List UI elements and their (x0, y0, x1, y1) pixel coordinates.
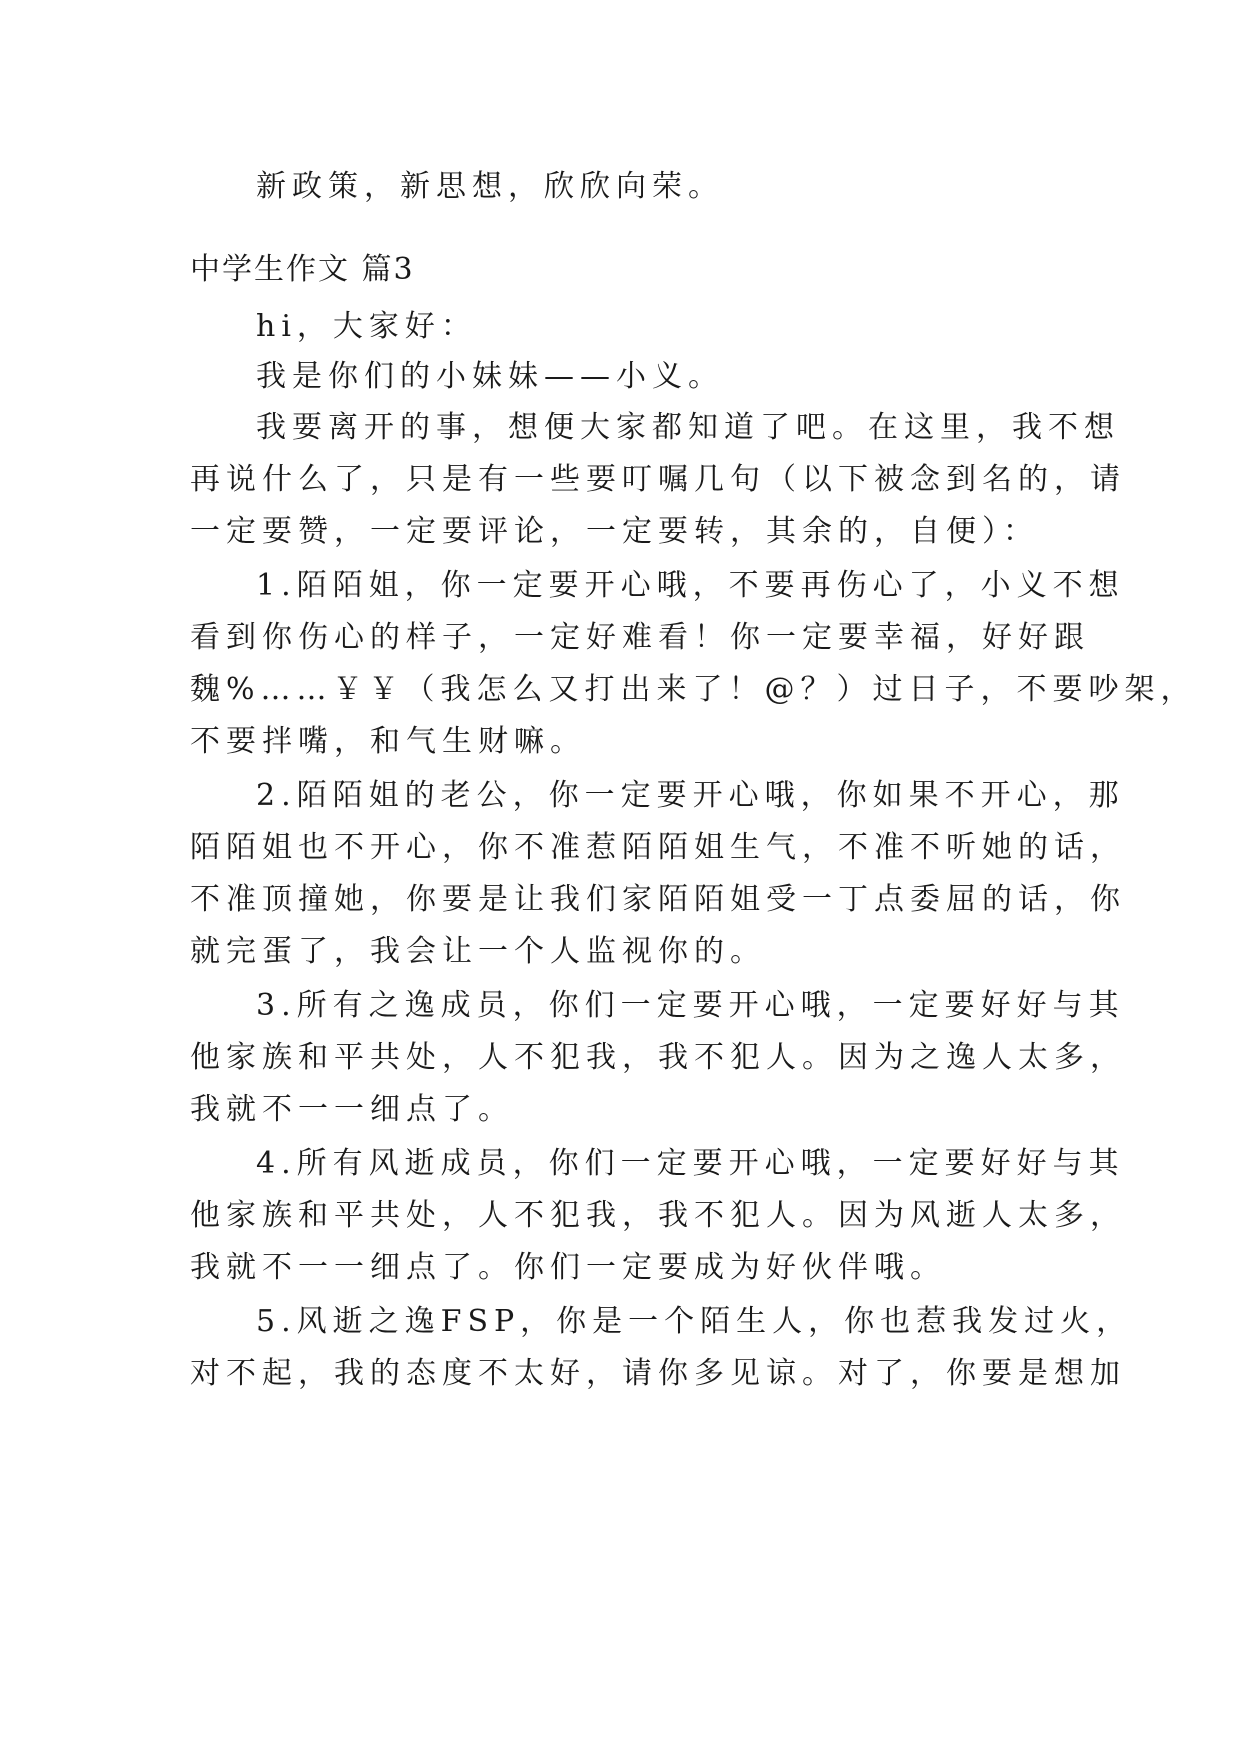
paragraph-line: 一定要赞，一定要评论，一定要转，其余的，自便）： (190, 514, 1039, 549)
paragraph-line: 对不起，我的态度不太好，请你多见谅。对了，你要是想加 (190, 1356, 1126, 1391)
paragraph-line: 5.风逝之逸FSP，你是一个陌生人，你也惹我发过火， (256, 1304, 1133, 1339)
paragraph-line: 他家族和平共处，人不犯我，我不犯人。因为之逸人太多， (190, 1040, 1126, 1075)
paragraph-line: 不要拌嘴，和气生财嘛。 (190, 724, 586, 759)
paragraph-line: 1.陌陌姐，你一定要开心哦，不要再伤心了，小义不想 (256, 568, 1125, 603)
paragraph-line: 他家族和平共处，人不犯我，我不犯人。因为风逝人太多， (190, 1198, 1126, 1233)
paragraph-line: 就完蛋了，我会让一个人监视你的。 (190, 934, 766, 969)
intro-line: 我是你们的小妹妹——小义。 (256, 359, 724, 394)
paragraph-line: 再说什么了，只是有一些要叮嘱几句（以下被念到名的，请 (190, 462, 1126, 497)
paragraph-line: 我就不一一细点了。你们一定要成为好伙伴哦。 (190, 1250, 946, 1285)
paragraph-line: 3.所有之逸成员，你们一定要开心哦，一定要好好与其 (256, 988, 1125, 1023)
paragraph-line: 我要离开的事，想便大家都知道了吧。在这里，我不想 (256, 410, 1120, 445)
closing-line: 新政策，新思想，欣欣向荣。 (256, 169, 724, 204)
paragraph-line: 陌陌姐也不开心，你不准惹陌陌姐生气，不准不听她的话， (190, 830, 1126, 865)
greeting-line: hi，大家好： (256, 309, 477, 344)
paragraph-line: 4.所有风逝成员，你们一定要开心哦，一定要好好与其 (256, 1146, 1125, 1181)
paragraph-line: 2.陌陌姐的老公，你一定要开心哦，你如果不开心，那 (256, 778, 1125, 813)
paragraph-line: 我就不一一细点了。 (190, 1092, 514, 1127)
paragraph-line: 魏%……￥￥（我怎么又打出来了！@？）过日子，不要吵架， (190, 672, 1197, 707)
paragraph-line: 看到你伤心的样子，一定好难看！你一定要幸福，好好跟 (190, 620, 1090, 655)
paragraph-line: 不准顶撞她，你要是让我们家陌陌姐受一丁点委屈的话，你 (190, 882, 1126, 917)
section-title: 中学生作文 篇3 (190, 252, 415, 287)
